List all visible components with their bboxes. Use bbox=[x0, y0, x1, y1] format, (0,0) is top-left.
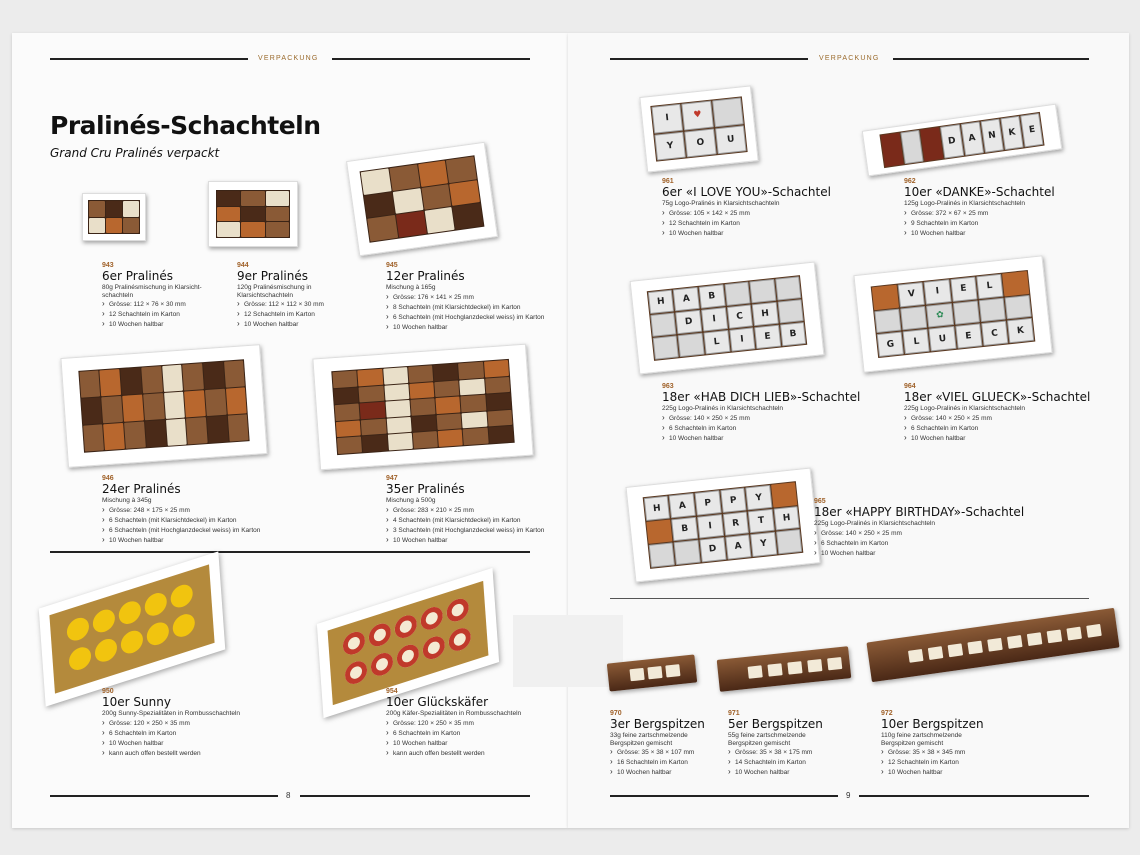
product-961 bbox=[662, 178, 862, 239]
logo-tile: E bbox=[1020, 113, 1043, 147]
product-spec: › Grösse: 176 × 141 × 25 mm bbox=[386, 293, 561, 303]
product-desc: 33g feine zartschmelzende Bergspitzen gemischt bbox=[610, 732, 688, 747]
product-spec: › Grösse: 120 × 250 × 35 mm bbox=[386, 719, 561, 729]
product-desc: Mischung à 165g bbox=[386, 284, 436, 291]
logo-tile: E bbox=[754, 325, 781, 349]
product-971 bbox=[728, 710, 848, 778]
product-spec: › 3 Schachteln (mit Hochglanzdeckel weiss) im Karton bbox=[386, 526, 561, 536]
product-spec: › 6 Schachteln im Karton bbox=[662, 424, 882, 434]
product-spec: › 9 Schachteln im Karton bbox=[904, 219, 1104, 229]
product-desc: Mischung à 345g bbox=[102, 497, 152, 504]
footer-rule-left bbox=[50, 795, 278, 797]
product-image-950 bbox=[39, 551, 226, 706]
product-desc: 55g feine zartschmelzende Bergspitzen gemischt bbox=[728, 732, 806, 747]
product-946 bbox=[102, 475, 282, 546]
product-desc: 75g Logo-Pralinés in Klarsichtschachteln bbox=[662, 200, 780, 207]
logo-tile: B bbox=[780, 322, 807, 346]
logo-tile: V bbox=[898, 281, 925, 306]
product-965 bbox=[814, 498, 1054, 559]
product-970 bbox=[610, 710, 730, 778]
logo-tile: ♥ bbox=[682, 100, 714, 130]
product-name: 6er Pralinés bbox=[102, 269, 173, 283]
product-spec: › 10 Wochen haltbar bbox=[386, 536, 561, 546]
product-spec: › 10 Wochen haltbar bbox=[102, 536, 282, 546]
product-desc: 110g feine zartschmelzende Bergspitzen gemischt bbox=[881, 732, 962, 747]
product-desc: 120g Pralinésmischung in Klarsichtschachteln bbox=[237, 284, 312, 299]
logo-tile: A bbox=[669, 493, 696, 518]
product-number: 950 bbox=[102, 688, 114, 695]
product-desc: 225g Logo-Pralinés in Klarsichtschachteln bbox=[904, 405, 1026, 412]
logo-tile: P bbox=[694, 491, 721, 516]
footer-rule-left bbox=[610, 795, 838, 797]
logo-tile: A bbox=[725, 535, 752, 560]
product-image-943 bbox=[82, 193, 146, 241]
logo-tile: Y bbox=[745, 485, 772, 510]
product-spec: › 6 Schachteln (mit Hochglanzdeckel weiss) im Karton bbox=[102, 526, 282, 536]
section-label: VERPACKUNG bbox=[819, 55, 880, 62]
page-title: Pralinés-Schachteln bbox=[50, 111, 321, 140]
product-spec: › 12 Schachteln im Karton bbox=[102, 310, 302, 320]
section-label: VERPACKUNG bbox=[258, 55, 319, 62]
logo-tile: T bbox=[748, 509, 775, 534]
product-name: 35er Pralinés bbox=[386, 482, 465, 496]
logo-tile: N bbox=[980, 119, 1003, 153]
product-number: 946 bbox=[102, 475, 114, 482]
product-image-971 bbox=[717, 646, 852, 692]
product-desc: 225g Logo-Pralinés in Klarsichtschachteln bbox=[662, 405, 784, 412]
product-964 bbox=[904, 383, 1124, 444]
product-name: 12er Pralinés bbox=[386, 269, 465, 283]
logo-tile: A bbox=[673, 287, 700, 311]
product-spec: › 10 Wochen haltbar bbox=[904, 434, 1124, 444]
product-name: 18er «HAB DICH LIEB»-Schachtel bbox=[662, 390, 861, 404]
product-spec: › 6 Schachteln im Karton bbox=[386, 729, 561, 739]
logo-tile: D bbox=[675, 310, 702, 334]
product-desc: Mischung à 500g bbox=[386, 497, 436, 504]
product-spec: › 10 Wochen haltbar bbox=[102, 739, 282, 749]
logo-tile: E bbox=[955, 324, 982, 350]
product-spec: › 10 Wochen haltbar bbox=[662, 229, 862, 239]
product-number: 954 bbox=[386, 688, 398, 695]
page-number: 9 bbox=[846, 791, 851, 800]
product-name: 18er «VIEL GLUECK»-Schachtel bbox=[904, 390, 1091, 404]
product-name: 9er Pralinés bbox=[237, 269, 308, 283]
product-spec: › 10 Wochen haltbar bbox=[386, 739, 561, 749]
product-spec: › 10 Wochen haltbar bbox=[904, 229, 1104, 239]
logo-tile: Y bbox=[654, 131, 686, 161]
logo-tile: I bbox=[651, 104, 683, 134]
header-rule-right bbox=[893, 58, 1089, 60]
product-spec: › 8 Schachteln (mit Klarsichtdeckel) im Karton bbox=[386, 303, 561, 313]
product-962 bbox=[904, 178, 1104, 239]
logo-tile: D bbox=[940, 124, 963, 158]
product-spec: › 14 Schachteln im Karton bbox=[728, 758, 848, 768]
product-spec: › Grösse: 140 × 250 × 25 mm bbox=[662, 414, 882, 424]
logo-tile: K bbox=[1000, 116, 1023, 150]
product-image-972 bbox=[866, 608, 1119, 682]
product-number: 943 bbox=[102, 262, 114, 269]
logo-tile: I bbox=[701, 307, 728, 331]
product-image-946 bbox=[60, 344, 267, 468]
section-divider bbox=[610, 598, 1089, 599]
product-number: 944 bbox=[237, 262, 249, 269]
logo-tile: Y bbox=[750, 532, 777, 557]
product-desc: 225g Logo-Pralinés in Klarsichtschachteln bbox=[814, 520, 936, 527]
product-image-961 bbox=[639, 85, 758, 172]
header-rule-left bbox=[610, 58, 808, 60]
product-spec: › Grösse: 35 × 38 × 107 mm bbox=[610, 748, 730, 758]
section-divider bbox=[50, 551, 530, 553]
product-spec: › 6 Schachteln (mit Klarsichtdeckel) im Karton bbox=[102, 516, 282, 526]
product-950 bbox=[102, 688, 282, 759]
product-image-964: V I E L ✿ G L U E C K bbox=[853, 255, 1052, 372]
header-rule-left bbox=[50, 58, 248, 60]
product-number: 970 bbox=[610, 710, 622, 717]
page-subtitle: Grand Cru Pralinés verpackt bbox=[50, 146, 220, 160]
footer-rule-right bbox=[859, 795, 1089, 797]
left-page bbox=[12, 33, 568, 828]
product-spec: › 6 Schachteln im Karton bbox=[102, 729, 282, 739]
product-spec: › 12 Schachteln im Karton bbox=[881, 758, 1011, 768]
product-spec: › 4 Schachteln (mit Klarsichtdeckel) im Karton bbox=[386, 516, 561, 526]
product-spec: › Grösse: 140 × 250 × 25 mm bbox=[904, 414, 1124, 424]
product-spec: › 10 Wochen haltbar bbox=[728, 768, 848, 778]
product-947 bbox=[386, 475, 561, 546]
product-spec: › 10 Wochen haltbar bbox=[662, 434, 882, 444]
product-name: 10er Sunny bbox=[102, 695, 171, 709]
logo-tile: R bbox=[722, 511, 749, 536]
logo-tile: C bbox=[726, 304, 753, 328]
product-spec: › Grösse: 35 × 38 × 175 mm bbox=[728, 748, 848, 758]
logo-tile: B bbox=[671, 517, 698, 542]
product-desc: 200g Käfer-Spezialitäten in Rombusschachteln bbox=[386, 710, 522, 717]
product-spec: › Grösse: 35 × 38 × 345 mm bbox=[881, 748, 1011, 758]
product-name: 24er Pralinés bbox=[102, 482, 181, 496]
logo-tile: H bbox=[752, 302, 779, 326]
page-overlap-shadow bbox=[513, 615, 623, 687]
logo-tile: C bbox=[981, 321, 1008, 347]
product-spec: › 6 Schachteln im Karton bbox=[904, 424, 1124, 434]
product-number: 964 bbox=[904, 383, 916, 390]
footer-rule-right bbox=[300, 795, 530, 797]
product-spec: › 12 Schachteln im Karton bbox=[662, 219, 862, 229]
product-spec: › Grösse: 372 × 67 × 25 mm bbox=[904, 209, 1104, 219]
logo-tile: H bbox=[648, 290, 675, 314]
product-image-947 bbox=[312, 344, 533, 471]
logo-tile: A bbox=[960, 122, 983, 156]
logo-tile: B bbox=[698, 284, 725, 308]
header-rule-right bbox=[332, 58, 530, 60]
product-desc: 200g Sunny-Spezialitäten in Rombusschachteln bbox=[102, 710, 241, 717]
product-spec: › Grösse: 248 × 175 × 25 mm bbox=[102, 506, 282, 516]
product-spec: › kann auch offen bestellt werden bbox=[386, 749, 561, 759]
product-name: 10er Glückskäfer bbox=[386, 695, 489, 709]
logo-tile: H bbox=[644, 496, 671, 521]
logo-tile: K bbox=[1007, 318, 1034, 344]
product-image-944 bbox=[208, 181, 298, 247]
product-spec: › Grösse: 140 × 250 × 25 mm bbox=[814, 529, 1054, 539]
product-972 bbox=[881, 710, 1011, 778]
product-number: 961 bbox=[662, 178, 674, 185]
product-image-965 bbox=[625, 468, 820, 583]
product-spec: › Grösse: 120 × 250 × 35 mm bbox=[102, 719, 282, 729]
product-spec: › 10 Wochen haltbar bbox=[237, 320, 437, 330]
product-963 bbox=[662, 383, 882, 444]
product-spec: › 10 Wochen haltbar bbox=[610, 768, 730, 778]
logo-tile: I bbox=[924, 279, 951, 304]
product-spec: › 16 Schachteln im Karton bbox=[610, 758, 730, 768]
product-spec: › 6 Schachteln im Karton bbox=[814, 539, 1054, 549]
product-spec: › kann auch offen bestellt werden bbox=[102, 749, 282, 759]
logo-tile: P bbox=[720, 488, 747, 513]
product-name: 5er Bergspitzen bbox=[728, 717, 823, 731]
logo-tile: G bbox=[877, 332, 904, 358]
logo-tile: I bbox=[729, 327, 756, 351]
product-spec: › 10 Wochen haltbar bbox=[881, 768, 1011, 778]
product-image-963 bbox=[630, 262, 825, 375]
product-spec: › 10 Wochen haltbar bbox=[102, 320, 302, 330]
page-number: 8 bbox=[286, 791, 291, 800]
product-number: 963 bbox=[662, 383, 674, 390]
product-spec: › 6 Schachteln (mit Hochglanzdeckel weiss) im Karton bbox=[386, 313, 561, 323]
product-number: 945 bbox=[386, 262, 398, 269]
product-name: 3er Bergspitzen bbox=[610, 717, 705, 731]
product-image-962 bbox=[862, 104, 1062, 177]
product-desc: 125g Logo-Pralinés in Klarsichtschachteln bbox=[904, 200, 1026, 207]
logo-tile: U bbox=[715, 125, 747, 155]
product-number: 947 bbox=[386, 475, 398, 482]
right-page bbox=[568, 33, 1129, 828]
product-number: 972 bbox=[881, 710, 893, 717]
product-spec: › Grösse: 112 × 76 × 30 mm bbox=[102, 300, 302, 310]
logo-tile: L bbox=[976, 273, 1003, 298]
product-name: 6er «I LOVE YOU»-Schachtel bbox=[662, 185, 831, 199]
product-spec: › Grösse: 283 × 210 × 25 mm bbox=[386, 506, 561, 516]
product-number: 971 bbox=[728, 710, 740, 717]
product-name: 18er «HAPPY BIRTHDAY»-Schachtel bbox=[814, 505, 1025, 519]
logo-tile: L bbox=[703, 330, 730, 354]
product-spec: › Grösse: 112 × 112 × 30 mm bbox=[237, 300, 437, 310]
logo-tile: I bbox=[697, 514, 724, 539]
product-number: 962 bbox=[904, 178, 916, 185]
product-spec: › 12 Schachteln im Karton bbox=[237, 310, 437, 320]
logo-tile: O bbox=[684, 128, 716, 158]
logo-tile: L bbox=[903, 329, 930, 355]
product-image-945 bbox=[346, 142, 498, 257]
logo-tile: D bbox=[699, 537, 726, 562]
product-spec: › 10 Wochen haltbar bbox=[386, 323, 561, 333]
logo-tile: H bbox=[773, 506, 800, 531]
product-name: 10er Bergspitzen bbox=[881, 717, 984, 731]
product-spec: › 10 Wochen haltbar bbox=[814, 549, 1054, 559]
logo-tile: E bbox=[950, 276, 977, 301]
product-954 bbox=[386, 688, 561, 759]
logo-tile: U bbox=[929, 326, 956, 352]
product-number: 965 bbox=[814, 498, 826, 505]
product-name: 10er «DANKE»-Schachtel bbox=[904, 185, 1055, 199]
product-945 bbox=[386, 262, 561, 333]
product-spec: › Grösse: 105 × 142 × 25 mm bbox=[662, 209, 862, 219]
product-desc: 80g Pralinésmischung in Klarsicht-schachteln bbox=[102, 284, 202, 299]
